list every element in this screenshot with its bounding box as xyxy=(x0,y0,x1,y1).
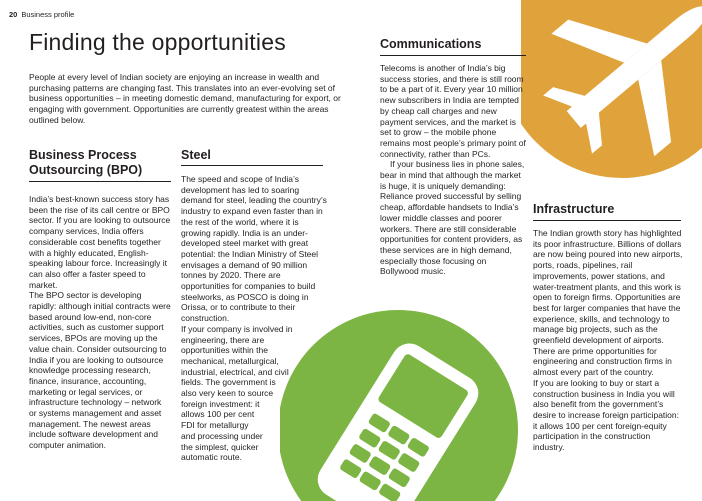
communications-heading-rule xyxy=(380,55,526,56)
infrastructure-section xyxy=(533,202,683,453)
steel-line: opportunities within the xyxy=(181,345,268,356)
steel-line: also very keen to source xyxy=(181,388,274,399)
bpo-section xyxy=(29,148,171,451)
steel-line: foreign investment: it xyxy=(181,398,260,409)
airplane-badge xyxy=(521,0,702,190)
running-header xyxy=(9,10,74,19)
steel-line: the simplest, quicker xyxy=(181,441,259,452)
page-number: 20 xyxy=(9,10,18,19)
steel-heading: Steel xyxy=(181,148,211,162)
communications-paragraph-2: If your business lies in phone sales, bear in mind that although the market is huge, it is uniquely demanding: Reliance proved successful by selling cheap, affordable handsets to India’s lower middle classes and poorer workers. There are still considerable opportunities for content providers, as these services are in high demand, especially those focusing on Bollywood music. xyxy=(380,159,525,277)
communications-heading: Communications xyxy=(380,37,482,51)
steel-heading-rule xyxy=(181,165,323,166)
steel-line: If your company is involved in xyxy=(181,323,293,334)
bpo-body xyxy=(29,194,171,451)
steel-line: mechanical, metallurgical, xyxy=(181,355,279,366)
intro-paragraph: People at every level of Indian society are enjoying an increase in wealth and purchasing patterns are changing fast. This translates into an ever-evolving set of business opportunities – in meeting domestic demand, manufacturing for export, or engaging with government. Opportunities are currently greatest within the areas outlined below. xyxy=(29,72,341,125)
infrastructure-paragraph-1: The Indian growth story has highlighted its poor infrastructure. Billions of dollars are now being poured into new airports, ports, roads, pipelines, rail improvements, power stations, and water-treatment plants, and this work is open to foreign firms. Opportunities are best for larger companies that have the experience, skills, and technology to manage big projects, such as the greenfield development of airports. There are prime opportunities for engineering and construction firms in almost every part of the country. xyxy=(533,228,683,378)
bpo-heading-rule xyxy=(29,181,171,182)
steel-body xyxy=(181,174,327,463)
steel-paragraph-1: The speed and scope of India’s development has led to soaring demand for steel, leading the country’s industry to expand even faster than in the rest of the world, where it is growing rapidly. India is an under-developed steel market with great potential: the Indian Ministry of Steel envisages a demand of 90 million tonnes by 2020. There are opportunities for companies to build steelworks, as POSCO is doing in Orissa, or to contribute to their construction. xyxy=(181,174,327,324)
communications-body xyxy=(380,63,526,277)
infrastructure-heading: Infrastructure xyxy=(533,202,615,216)
infrastructure-paragraph-2: If you are looking to buy or start a construction business in India you will also benefit from the government’s desire to increase foreign participation: it allows 100 per cent foreign-equity participation in the construction industry. xyxy=(533,377,679,453)
communications-section xyxy=(380,37,526,277)
steel-line: industrial, electrical, and civil xyxy=(181,366,289,377)
steel-line: engineering, there are xyxy=(181,334,265,345)
steel-section xyxy=(181,148,327,463)
infrastructure-body xyxy=(533,228,683,453)
steel-line: allows 100 per cent xyxy=(181,409,255,420)
communications-paragraph-1: Telecoms is another of India’s big success stories, and there is still room to be a part of it. Every year 10 million new subscribers in India are tempted by cheap call charges and new payment services, and the market is set to grow – the mobile phone remains most people’s primary point of connectivity, rather than PCs. xyxy=(380,63,526,159)
steel-line: and processing under xyxy=(181,430,263,441)
bpo-paragraph-1: India’s best-known success story has been the rise of its call centre or BPO sector. If you are looking to outsource company services, India offers considerable cost benefits together with a highly educated, English-speaking labour force. Increasingly it can also offer a faster speed to market. xyxy=(29,194,171,290)
steel-line: automatic route. xyxy=(181,452,242,463)
bpo-heading-line-2: Outsourcing (BPO) xyxy=(29,163,143,177)
infrastructure-heading-rule xyxy=(533,220,681,221)
page-title: Finding the opportunities xyxy=(29,29,286,55)
bpo-paragraph-2: The BPO sector is developing rapidly: although initial contracts were based around low-end, non-core activities, such as customer support services, BPOs are moving up the value chain. Consider outsourcing to India if you are looking to outsource knowledge processing research, finance, insurance, accounting, marketing or legal services, or infrastructure technology – network or systems management and asset management. The newest areas include software development and computer animation. xyxy=(29,290,171,451)
airplane-icon xyxy=(521,0,702,190)
bpo-heading-line-1: Business Process xyxy=(29,148,137,162)
steel-line: FDI for metallurgy xyxy=(181,420,249,431)
section-name: Business profile xyxy=(21,10,75,19)
steel-paragraph-2 xyxy=(181,324,327,463)
steel-line: fields. The government is xyxy=(181,377,276,388)
